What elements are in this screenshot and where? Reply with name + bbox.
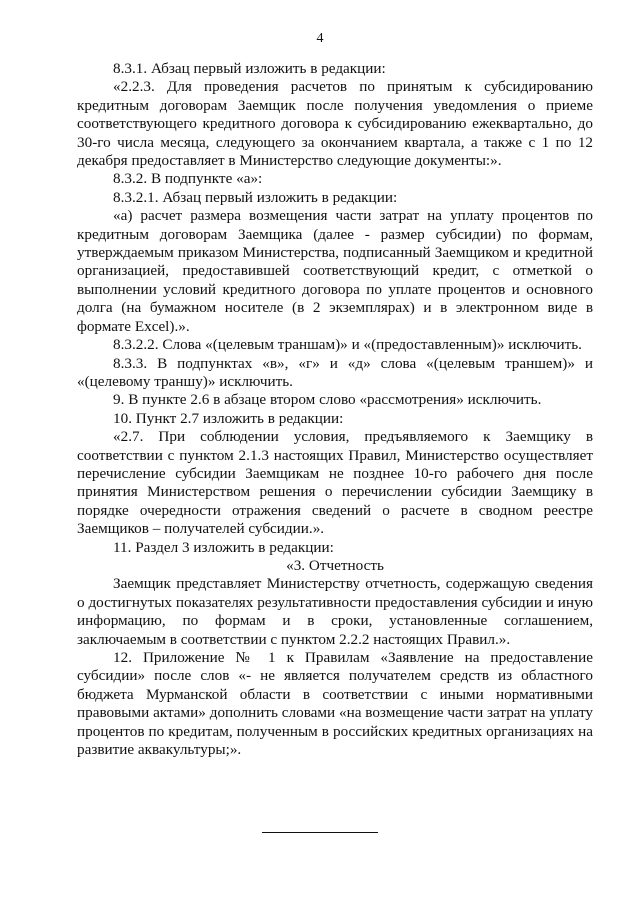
section-heading-reporting: «3. Отчетность bbox=[286, 556, 384, 574]
document-body bbox=[77, 60, 593, 759]
paragraph-8-3-1: 8.3.1. Абзац первый изложить в редакции: bbox=[113, 60, 386, 77]
paragraph-reporting-body: Заемщик представляет Министерству отчетность, содержащую сведения о достигнутых показателях результативности предоставления субсидии и иную информацию, по формам и в сроки, установленные соглашением, заключаемым в соответствии с пунктом 2.2.2 настоящих Правил.». bbox=[77, 575, 593, 648]
paragraph-8-3-2-1: 8.3.2.1. Абзац первый изложить в редакции: bbox=[113, 188, 398, 206]
paragraph-8-3-2-2: 8.3.2.2. Слова «(целевым траншам)» и «(предоставленным)» исключить. bbox=[113, 336, 582, 354]
paragraph-subpoint-a-quote: «а) расчет размера возмещения части затрат на уплату процентов по кредитным договорам Заемщика (далее - размер субсидии) по формам, утверждаемым приказом Министерства, подписанный Заемщиком и кредитной организацией, предоставившей соответствующий кредит, с отметкой о выполнении условий кредитного договора по уплате процентов и основного долга (на бумажном носителе (в 2 экземплярах) и в электронном виде в формате Excel).». bbox=[77, 207, 593, 335]
paragraph-12: 12. Приложение № 1 к Правилам «Заявление на предоставление субсидии» после слов «- не является получателем средств из областного бюджета Мурманской области в соответствии с иными нормативными правовыми актами» дополнить словами «на возмещение части затрат на уплату процентов по кредитам, полученным в российских кредитных организациях на развитие аквакультуры;». bbox=[77, 649, 593, 759]
paragraph-8-3-2: 8.3.2. В подпункте «а»: bbox=[113, 170, 263, 188]
paragraph-2-7-quote: «2.7. При соблюдении условия, предъявляемого к Заемщику в соответствии с пунктом 2.1.3 настоящих Правил, Министерство осуществляет перечисление субсидии Заемщикам не позднее 10-го рабочего дня после принятия Министерством решения о перечислении субсидии Заемщику в порядке очередности отражения сведений о расчете в сводном реестре Заемщиков – получателей субсидии.». bbox=[77, 428, 593, 538]
paragraph-8-3-3: 8.3.3. В подпунктах «в», «г» и «д» слова «(целевым траншем)» и «(целевому траншу)» исключить. bbox=[77, 354, 593, 390]
page-number: 4 bbox=[316, 31, 324, 46]
paragraph-2-2-3-quote: «2.2.3. Для проведения расчетов по принятым к субсидированию кредитным договорам Заемщик после получения уведомления о приеме соответствующего кредитного договора к субсидированию ежеквартально, до 30-го числа месяца, следующего за окончанием квартала, а также с 1 по 12 декабря предоставляет в Министерство следующие документы:». bbox=[77, 78, 593, 170]
closing-rule bbox=[262, 832, 378, 833]
paragraph-11: 11. Раздел 3 изложить в редакции: bbox=[113, 538, 334, 556]
paragraph-9: 9. В пункте 2.6 в абзаце втором слово «рассмотрения» исключить. bbox=[113, 391, 542, 409]
paragraph-10: 10. Пункт 2.7 изложить в редакции: bbox=[113, 409, 344, 427]
